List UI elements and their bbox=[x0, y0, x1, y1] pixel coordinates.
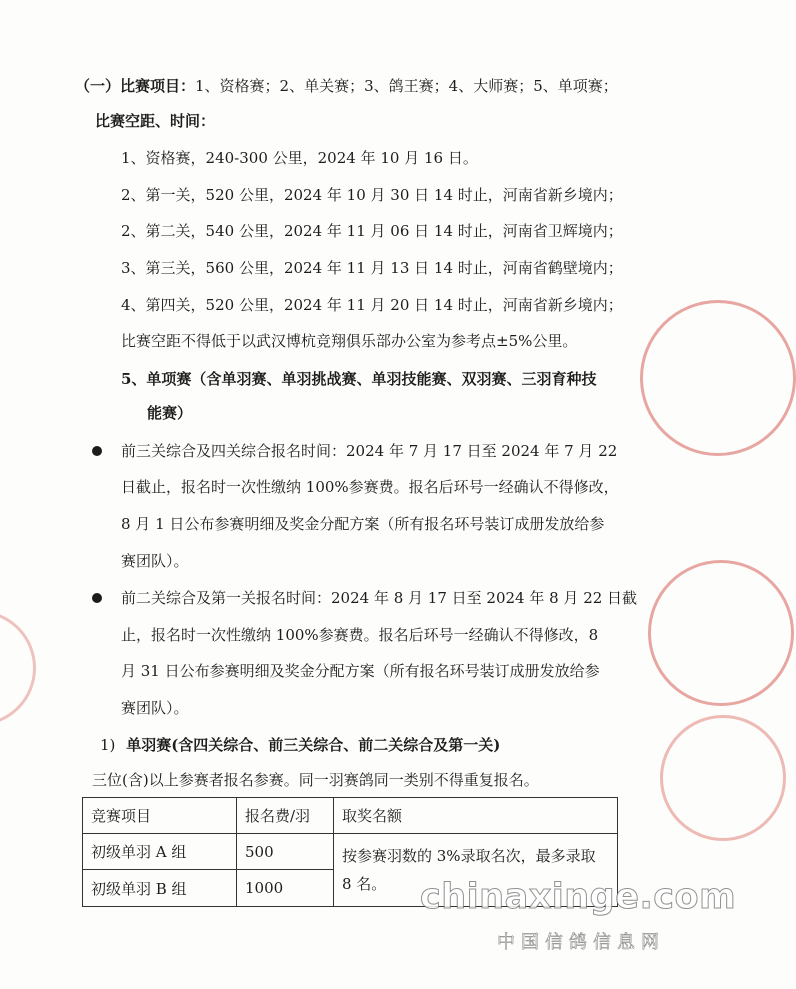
single-event-heading-cont: 能赛） bbox=[147, 404, 193, 422]
bullet-1-line: 日截止，报名时一次性缴纳 100%参赛费。报名后环号一经确认不得修改， bbox=[121, 478, 619, 496]
bullet-1-line: 前三关综合及四关综合报名时间：2024 年 7 月 17 日至 2024 年 7 月 22 bbox=[121, 442, 618, 460]
schedule-item: 2、第一关，520 公里，2024 年 10 月 30 日 14 时止，河南省新乡境内； bbox=[121, 186, 623, 204]
seal-stamp-right bbox=[640, 300, 796, 456]
bullet-1-line: 8 月 1 日公布参赛明细及奖金分配方案（所有报名环号装订成册发放给参 bbox=[121, 515, 605, 533]
award-line: 8 名。 bbox=[342, 875, 387, 893]
table-header-cell: 报名费/羽 bbox=[237, 798, 334, 834]
single-bird-note: 三位(含)以上参赛者报名参赛。同一羽赛鸽同一类别不得重复报名。 bbox=[92, 771, 539, 789]
table-header-cell: 竞赛项目 bbox=[83, 798, 237, 834]
section-heading-prefix: （一）比赛项目： bbox=[75, 77, 196, 95]
single-bird-heading bbox=[100, 735, 500, 755]
bullet-1-line: 赛团队）。 bbox=[121, 552, 189, 570]
section-heading bbox=[75, 76, 618, 96]
table-cell-item: 初级单羽 B 组 bbox=[83, 870, 237, 907]
seal-stamp-left bbox=[0, 610, 36, 726]
table-cell-fee: 1000 bbox=[237, 870, 334, 907]
section-heading-items: 1、资格赛；2、单关赛；3、鸽王赛；4、大师赛；5、单项赛； bbox=[195, 77, 618, 95]
table-header-cell: 取奖名额 bbox=[334, 798, 618, 834]
seal-stamp-bottom-right bbox=[660, 715, 786, 841]
watermark-domain: chinaxinge.com bbox=[420, 877, 737, 917]
schedule-item: 2、第二关，540 公里，2024 年 11 月 06 日 14 时止，河南省卫辉境内； bbox=[121, 222, 623, 240]
schedule-item: 3、第三关，560 公里，2024 年 11 月 13 日 14 时止，河南省鹤壁境内； bbox=[121, 259, 623, 277]
bullet-2-line: 月 31 日公布参赛明细及奖金分配方案（所有报名环号装订成册发放给参 bbox=[121, 662, 600, 680]
schedule-item: 1、资格赛，240-300 公里，2024 年 10 月 16 日。 bbox=[121, 149, 478, 167]
single-bird-title: 单羽赛(含四关综合、前三关综合、前二关综合及第一关) bbox=[126, 736, 501, 754]
distance-time-subheading: 比赛空距、时间： bbox=[95, 112, 216, 130]
single-bird-number: 1) bbox=[100, 736, 116, 754]
distance-note: 比赛空距不得低于以武汉博杭竞翔俱乐部办公室为参考点±5%公里。 bbox=[121, 332, 578, 350]
bullet-2-line: 赛团队）。 bbox=[121, 699, 189, 717]
schedule-item: 4、第四关，520 公里，2024 年 11 月 20 日 14 时止，河南省新乡境内； bbox=[121, 296, 623, 314]
table-cell-item: 初级单羽 A 组 bbox=[83, 834, 237, 870]
table-cell-fee: 500 bbox=[237, 834, 334, 870]
watermark-site-name: 中国信鸽信息网 bbox=[497, 932, 665, 953]
bullet-2-line: 止，报名时一次性缴纳 100%参赛费。报名后环号一经确认不得修改，8 bbox=[121, 626, 599, 644]
single-event-heading: 5、单项赛（含单羽赛、单羽挑战赛、单羽技能赛、双羽赛、三羽育种技 bbox=[121, 370, 597, 388]
seal-stamp-right-lower bbox=[648, 560, 794, 706]
table-header-row bbox=[83, 798, 618, 834]
bullet-icon bbox=[92, 446, 102, 456]
bullet-icon bbox=[92, 593, 102, 603]
table-row bbox=[83, 834, 618, 870]
award-line: 按参赛羽数的 3%录取名次，最多录取 bbox=[342, 847, 596, 865]
bullet-2-line: 前二关综合及第一关报名时间：2024 年 8 月 17 日至 2024 年 8 月 22 日截 bbox=[121, 589, 638, 607]
